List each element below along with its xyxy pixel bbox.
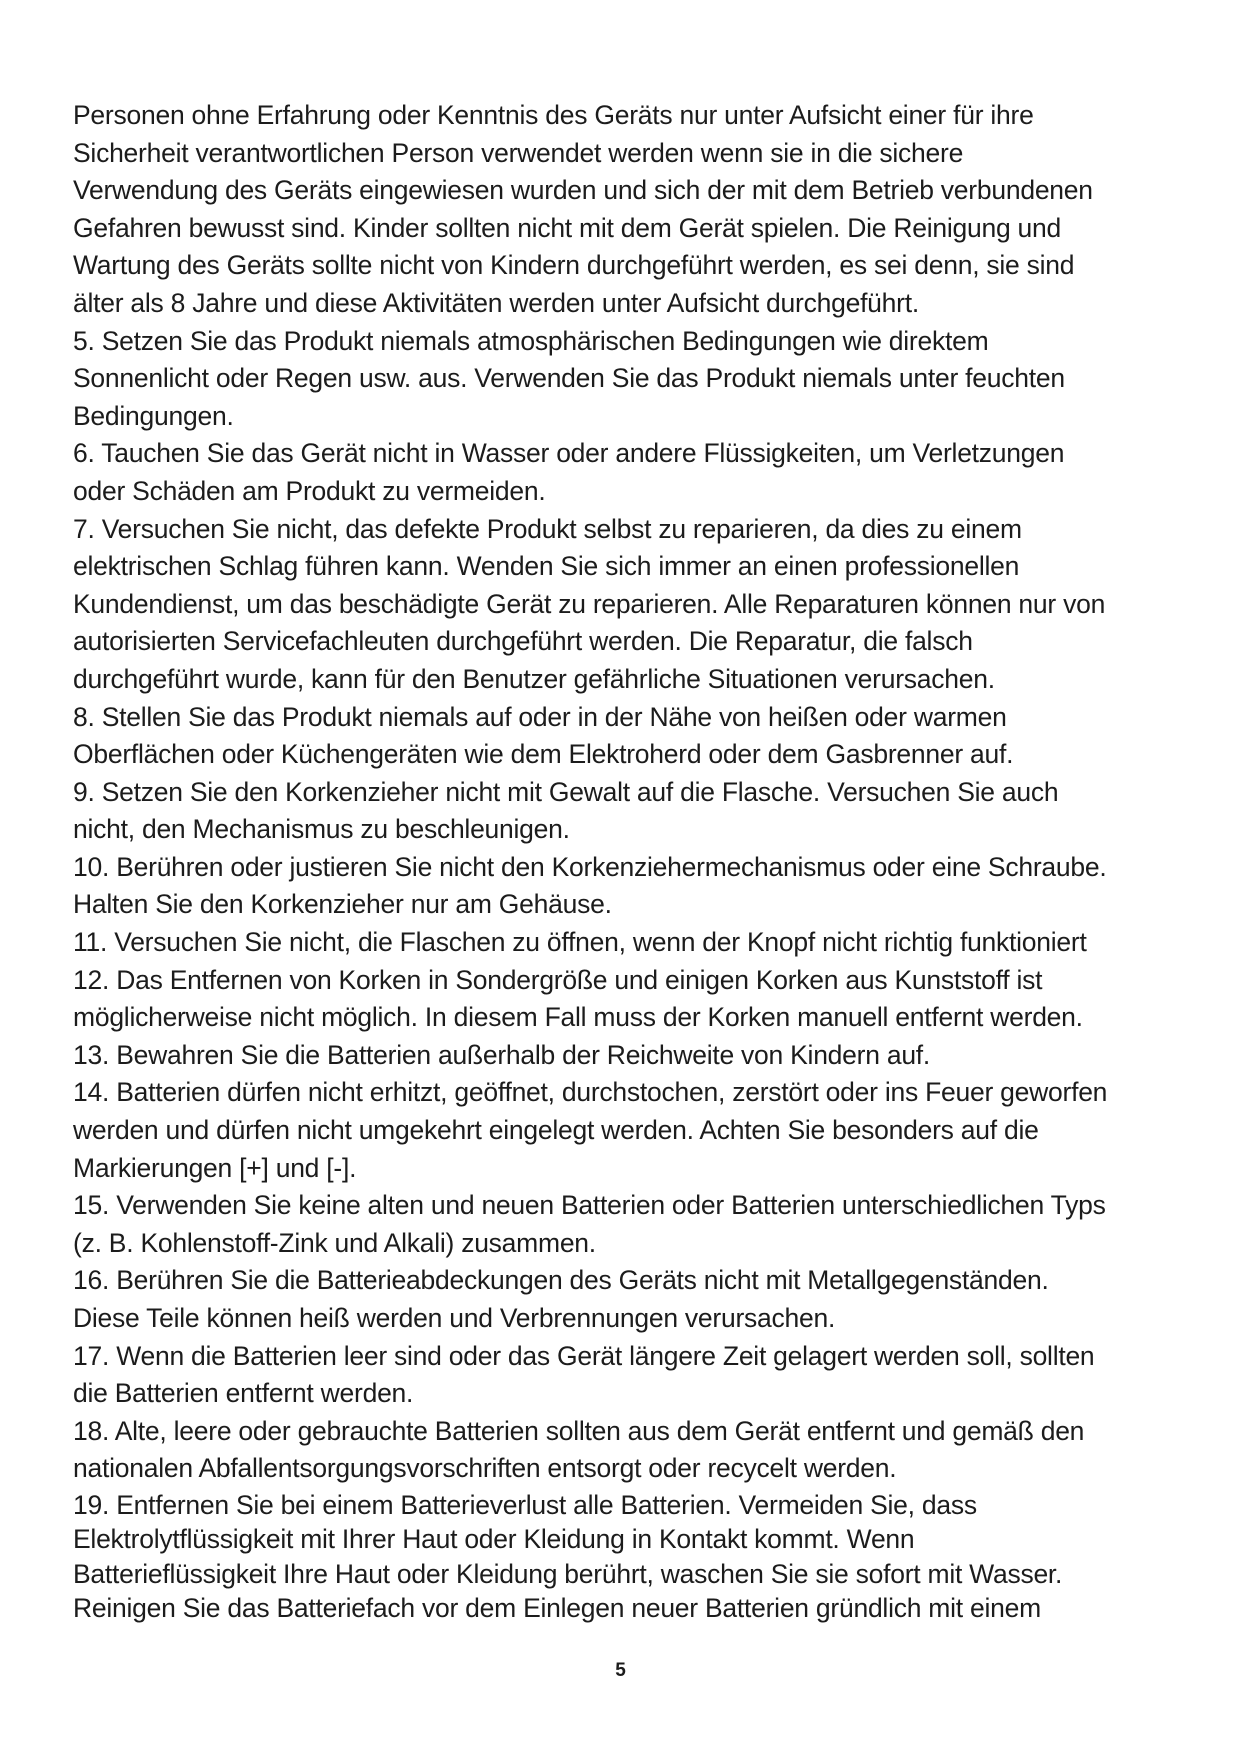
list-item-9: 9. Setzen Sie den Korkenzieher nicht mit Gewalt auf die Flasche. Versuchen Sie auch nicht, den Mechanismus zu beschleunigen.: [73, 776, 1059, 845]
list-item-12: 12. Das Entfernen von Korken in Sondergröße und einigen Korken aus Kunststoff ist möglicherweise nicht möglich. In diesem Fall muss der Korken manuell entfernt werden.: [73, 964, 1083, 1033]
body-text: [73, 97, 1178, 1626]
list-item-16: 16. Berühren Sie die Batterieabdeckungen des Geräts nicht mit Metallgegenständen. Diese Teile können heiß werden und Verbrennungen verursachen.: [73, 1265, 1049, 1333]
list-item-19: 19. Entfernen Sie bei einem Batterieverlust alle Batterien. Vermeiden Sie, dass Elektrolytflüssigkeit mit Ihrer Haut oder Kleidung in Kontakt kommt. Wenn Batterieflüssigkeit Ihre Haut oder Kleidung berührt, waschen Sie sie sofort mit Wasser. Reinigen Sie das Batteriefach vor dem Einlegen neuer Batterien gründlich mit einem: [73, 1489, 1063, 1624]
list-item-17: 17. Wenn die Batterien leer sind oder das Gerät längere Zeit gelagert werden soll, sollten die Batterien entfernt werden.: [73, 1340, 1095, 1409]
list-item-7: 7. Versuchen Sie nicht, das defekte Produkt selbst zu reparieren, da dies zu einem elektrischen Schlag führen kann. Wenden Sie sich immer an einen professionellen Kundendienst, um das beschädigte Gerät zu reparieren. Alle Reparaturen können nur von autorisierten Servicefachleuten durchgeführt werden. Die Reparatur, die falsch durchgeführt wurde, kann für den Benutzer gefährliche Situationen verursachen.: [73, 513, 1106, 694]
paragraph-intro: Personen ohne Erfahrung oder Kenntnis des Geräts nur unter Aufsicht einer für ihre Sicherheit verantwortlichen Person verwendet werden wenn sie in die sichere Verwendung des Geräts eingewiesen wurden und sich der mit dem Betrieb verbundenen Gefahren bewusst sind. Kinder sollten nicht mit dem Gerät spielen. Die Reinigung und Wartung des Geräts sollte nicht von Kindern durchgeführt werden, es sei denn, sie sind älter als 8 Jahre und diese Aktivitäten werden unter Aufsicht durchgeführt.: [73, 100, 1093, 318]
list-item-10: 10. Berühren oder justieren Sie nicht den Korkenziehermechanismus oder eine Schraube. Halten Sie den Korkenzieher nur am Gehäuse.: [73, 851, 1107, 920]
list-item-14: 14. Batterien dürfen nicht erhitzt, geöffnet, durchstochen, zerstört oder ins Feuer geworfen werden und dürfen nicht umgekehrt eingelegt werden. Achten Sie besonders auf die Markierungen [+] und [-].: [73, 1077, 1108, 1183]
list-item-5: 5. Setzen Sie das Produkt niemals atmosphärischen Bedingungen wie direktem Sonnenlicht oder Regen usw. aus. Verwenden Sie das Produkt niemals unter feuchten Bedingungen.: [73, 325, 1065, 431]
list-item-8: 8. Stellen Sie das Produkt niemals auf oder in der Nähe von heißen oder warmen Oberflächen oder Küchengeräten wie dem Elektroherd oder dem Gasbrenner auf.: [73, 701, 1014, 770]
list-item-13: 13. Bewahren Sie die Batterien außerhalb der Reichweite von Kindern auf.: [73, 1039, 931, 1070]
list-item-11: 11. Versuchen Sie nicht, die Flaschen zu öffnen, wenn der Knopf nicht richtig funktioniert: [73, 927, 1087, 958]
list-item-15: 15. Verwenden Sie keine alten und neuen Batterien oder Batterien unterschiedlichen Typs (z. B. Kohlenstoff-Zink und Alkali) zusammen.: [73, 1190, 1106, 1258]
list-item-6: 6. Tauchen Sie das Gerät nicht in Wasser oder andere Flüssigkeiten, um Verletzungen oder Schäden am Produkt zu vermeiden.: [73, 438, 1065, 506]
page-number: 5: [615, 1660, 626, 1681]
list-item-18: 18. Alte, leere oder gebrauchte Batterien sollten aus dem Gerät entfernt und gemäß den nationalen Abfallentsorgungsvorschriften entsorgt oder recycelt werden.: [73, 1415, 1085, 1484]
